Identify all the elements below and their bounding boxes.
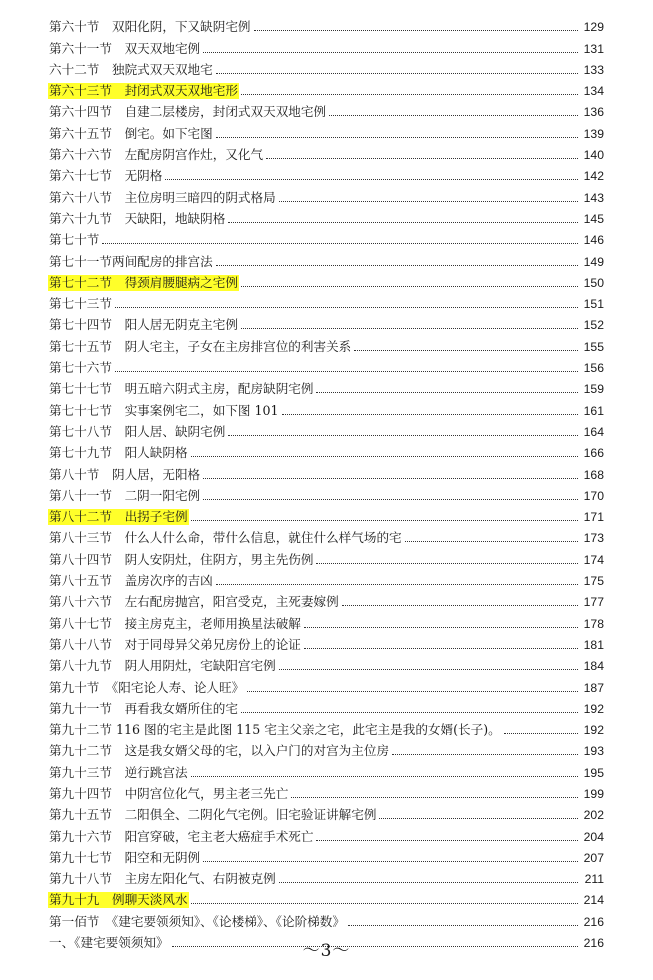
toc-entry[interactable] bbox=[48, 440, 604, 461]
toc-entry-title: 第八十节 阴人居，无阳格 bbox=[49, 466, 201, 482]
toc-entry[interactable] bbox=[48, 397, 604, 418]
toc-entry[interactable] bbox=[48, 653, 604, 674]
toc-entry-page-number: 136 bbox=[583, 105, 604, 120]
toc-entry-title: 第八十三节 什么人什么命，带什么信息，就住什么样气场的宅 bbox=[49, 530, 402, 546]
toc-entry-title: 第九十七节 阳空和无阴例 bbox=[49, 849, 201, 865]
toc-entry-page-number: 159 bbox=[583, 382, 604, 397]
toc-entry-title: 第六十四节 自建二层楼房，封闭式双天双地宅例 bbox=[49, 104, 327, 120]
dot-leader bbox=[228, 435, 578, 436]
toc-entry-page-number: 139 bbox=[583, 126, 604, 141]
toc-entry-page-number: 177 bbox=[583, 595, 604, 610]
toc-entry-title-highlighted: 第九十九 例聊天淡风水 bbox=[49, 892, 188, 908]
dot-leader bbox=[203, 499, 578, 500]
dot-leader bbox=[329, 115, 578, 116]
toc-entry-page-number: 192 bbox=[583, 701, 604, 716]
toc-entry-page-number: 146 bbox=[583, 233, 604, 248]
toc-entry-title: 第七十四节 阳人居无阴克主宅例 bbox=[49, 317, 238, 333]
toc-entry-page-number: 192 bbox=[583, 723, 604, 738]
dot-leader bbox=[216, 584, 578, 585]
toc-entry[interactable] bbox=[48, 483, 604, 504]
toc-entry-title: 第七十节 bbox=[49, 232, 100, 248]
toc-entry-title-highlighted: 第七十二节 得颈肩腰腿病之宅例 bbox=[49, 274, 238, 290]
toc-entry-page-number: 142 bbox=[583, 169, 604, 184]
dot-leader bbox=[279, 201, 578, 202]
toc-entry-title: 一、《建宅要领须知》 bbox=[49, 935, 169, 951]
toc-entry[interactable] bbox=[48, 845, 604, 866]
toc-entry-title: 第九十四节 中阴宫位化气，男主老三先亡 bbox=[49, 785, 289, 801]
toc-entry[interactable] bbox=[48, 14, 604, 35]
dot-leader bbox=[191, 456, 578, 457]
toc-entry[interactable] bbox=[48, 504, 604, 525]
dot-leader bbox=[392, 754, 578, 755]
toc-entry-page-number: 155 bbox=[583, 339, 604, 354]
dot-leader bbox=[247, 691, 578, 692]
dot-leader bbox=[203, 478, 578, 479]
toc-entry-title: 第八十五节 盖房次序的吉凶 bbox=[49, 573, 213, 589]
toc-entry[interactable] bbox=[48, 696, 604, 717]
toc-entry[interactable] bbox=[48, 781, 604, 802]
toc-entry-page-number: 152 bbox=[583, 318, 604, 333]
dot-leader bbox=[379, 818, 578, 819]
dot-leader bbox=[354, 350, 578, 351]
toc-entry-title: 第七十三节 bbox=[49, 296, 112, 312]
dot-leader bbox=[316, 563, 578, 564]
toc-entry[interactable] bbox=[48, 908, 604, 929]
toc-entry[interactable] bbox=[48, 78, 604, 99]
toc-entry[interactable] bbox=[48, 142, 604, 163]
dot-leader bbox=[216, 265, 578, 266]
toc-entry-page-number: 156 bbox=[583, 361, 604, 376]
toc-entry-title: 第七十七节 实事案例宅二，如下图 101 bbox=[49, 402, 279, 418]
toc-entry-page-number: 204 bbox=[583, 829, 604, 844]
toc-entry[interactable] bbox=[48, 227, 604, 248]
toc-entry-page-number: 131 bbox=[583, 41, 604, 56]
toc-entry-page-number: 161 bbox=[583, 403, 604, 418]
toc-entry-page-number: 184 bbox=[583, 659, 604, 674]
toc-entry[interactable] bbox=[48, 355, 604, 376]
toc-entry-page-number: 174 bbox=[583, 552, 604, 567]
dot-leader bbox=[304, 627, 578, 628]
dot-leader bbox=[348, 925, 578, 926]
toc-entry[interactable] bbox=[48, 568, 604, 589]
dot-leader bbox=[241, 286, 578, 287]
toc-entry[interactable] bbox=[48, 35, 604, 56]
toc-entry-title: 第九十节 《阳宅论人寿、论人旺》 bbox=[49, 679, 245, 695]
dot-leader bbox=[405, 541, 578, 542]
dot-leader bbox=[316, 840, 578, 841]
toc-entry-page-number: 216 bbox=[583, 914, 604, 929]
toc-entry-title: 第八十八节 对于同母异父弟兄房份上的论证 bbox=[49, 636, 301, 652]
dot-leader bbox=[115, 371, 578, 372]
table-of-contents bbox=[48, 14, 604, 951]
toc-entry-title: 第七十五节 阴人宅主，子女在主房排宫位的利害关系 bbox=[49, 338, 352, 354]
toc-entry-page-number: 178 bbox=[583, 616, 604, 631]
toc-entry-title: 第九十一节 再看我女婿所住的宅 bbox=[49, 700, 238, 716]
dot-leader bbox=[165, 179, 578, 180]
toc-entry-title: 第七十一节两间配房的排宫法 bbox=[49, 253, 213, 269]
toc-entry[interactable] bbox=[48, 759, 604, 780]
toc-entry-title: 第八十九节 阴人用阴灶，宅缺阳宫宅例 bbox=[49, 658, 276, 674]
toc-entry-page-number: 207 bbox=[583, 850, 604, 865]
dot-leader bbox=[266, 158, 578, 159]
dot-leader bbox=[216, 73, 578, 74]
dot-leader bbox=[115, 307, 578, 308]
dot-leader bbox=[342, 605, 578, 606]
dot-leader bbox=[228, 222, 578, 223]
toc-entry-page-number: 181 bbox=[583, 637, 604, 652]
toc-entry[interactable] bbox=[48, 546, 604, 567]
toc-entry[interactable] bbox=[48, 206, 604, 227]
dot-leader bbox=[191, 903, 578, 904]
toc-entry-title: 第七十七节 明五暗六阴式主房，配房缺阴宅例 bbox=[49, 381, 314, 397]
dot-leader bbox=[203, 861, 578, 862]
dot-leader bbox=[191, 520, 578, 521]
toc-entry-page-number: 164 bbox=[583, 424, 604, 439]
toc-entry-title: 第九十五节 二阳俱全、二阴化气宅例。旧宅验证讲解宅例 bbox=[49, 807, 377, 823]
toc-entry-title: 第八十一节 二阴一阳宅例 bbox=[49, 487, 201, 503]
dot-leader bbox=[102, 243, 578, 244]
toc-entry[interactable] bbox=[48, 270, 604, 291]
dot-leader bbox=[191, 776, 578, 777]
toc-entry[interactable] bbox=[48, 120, 604, 141]
toc-entry[interactable] bbox=[48, 248, 604, 269]
toc-entry-title: 第一佰节 《建宅要领须知》、《论楼梯》、《论阶梯数》 bbox=[49, 913, 345, 929]
toc-entry[interactable] bbox=[48, 674, 604, 695]
toc-entry-title: 第七十八节 阳人居、缺阴宅例 bbox=[49, 423, 226, 439]
toc-entry[interactable] bbox=[48, 632, 604, 653]
toc-entry[interactable] bbox=[48, 589, 604, 610]
dot-leader bbox=[203, 52, 578, 53]
toc-entry[interactable] bbox=[48, 823, 604, 844]
toc-entry-title-highlighted: 第六十三节 封闭式双天双地宅形 bbox=[49, 83, 238, 99]
toc-entry[interactable] bbox=[48, 717, 604, 738]
toc-entry[interactable] bbox=[48, 291, 604, 312]
toc-entry[interactable] bbox=[48, 57, 604, 78]
toc-entry-page-number: 199 bbox=[583, 786, 604, 801]
toc-entry-page-number: 211 bbox=[584, 872, 604, 887]
toc-entry-title: 六十二节 独院式双天双地宅 bbox=[49, 61, 213, 77]
toc-entry-page-number: 140 bbox=[583, 148, 604, 163]
toc-entry[interactable] bbox=[48, 610, 604, 631]
toc-entry-title: 第六十一节 双天双地宅例 bbox=[49, 40, 201, 56]
toc-entry-page-number: 133 bbox=[583, 62, 604, 77]
toc-entry-title: 第九十三节 逆行跳宫法 bbox=[49, 764, 188, 780]
toc-entry-title: 第七十六节 bbox=[49, 360, 112, 376]
toc-entry-page-number: 166 bbox=[583, 446, 604, 461]
toc-entry[interactable] bbox=[48, 887, 604, 908]
toc-entry[interactable] bbox=[48, 525, 604, 546]
toc-entry-page-number: 129 bbox=[583, 20, 604, 35]
toc-entry[interactable] bbox=[48, 312, 604, 333]
toc-entry-title: 第八十四节 阴人安阴灶，住阴方，男主先伤例 bbox=[49, 551, 314, 567]
toc-entry-page-number: 173 bbox=[583, 531, 604, 546]
toc-entry-title: 第九十二节 这是我女婿父母的宅，以入户门的对宫为主位房 bbox=[49, 743, 390, 759]
page-number: ～3～ bbox=[302, 941, 351, 961]
toc-entry-page-number: 143 bbox=[583, 190, 604, 205]
dot-leader bbox=[241, 94, 578, 95]
toc-entry-page-number: 216 bbox=[583, 936, 604, 951]
toc-entry-title: 第六十六节 左配房阴宫作灶，又化气 bbox=[49, 147, 264, 163]
dot-leader bbox=[279, 882, 578, 883]
toc-entry-page-number: 202 bbox=[583, 808, 604, 823]
toc-entry[interactable] bbox=[48, 866, 604, 887]
dot-leader bbox=[279, 669, 578, 670]
toc-entry-page-number: 149 bbox=[583, 254, 604, 269]
dot-leader bbox=[216, 137, 578, 138]
dot-leader bbox=[304, 648, 578, 649]
toc-entry-title: 第六十节 双阳化阴，下又缺阴宅例 bbox=[49, 19, 251, 35]
toc-entry[interactable] bbox=[48, 163, 604, 184]
toc-entry-page-number: 175 bbox=[583, 574, 604, 589]
dot-leader bbox=[316, 392, 578, 393]
toc-entry-page-number: 214 bbox=[583, 893, 604, 908]
toc-entry-page-number: 193 bbox=[583, 744, 604, 759]
toc-entry-title: 第九十六节 阳宫穿破，宅主老大癌症手术死亡 bbox=[49, 828, 314, 844]
toc-entry[interactable] bbox=[48, 461, 604, 482]
toc-entry-title: 第六十五节 倒宅。如下宅图 bbox=[49, 125, 213, 141]
toc-entry[interactable] bbox=[48, 376, 604, 397]
toc-entry-title: 第七十九节 阳人缺阴格 bbox=[49, 445, 188, 461]
toc-entry-title-highlighted: 第八十二节 出拐子宅例 bbox=[49, 509, 188, 525]
dot-leader bbox=[241, 712, 578, 713]
toc-entry-page-number: 170 bbox=[583, 488, 604, 503]
dot-leader bbox=[254, 30, 579, 31]
toc-entry-title: 第六十九节 天缺阳，地缺阴格 bbox=[49, 210, 226, 226]
toc-entry-title: 第六十七节 无阴格 bbox=[49, 168, 163, 184]
dot-leader bbox=[282, 414, 578, 415]
toc-entry-title: 第九十二节 116 图的宅主是此图 115 宅主父亲之宅，此宅主是我的女婿(长子)。 bbox=[49, 722, 501, 738]
toc-entry-title: 第六十八节 主位房明三暗四的阴式格局 bbox=[49, 189, 276, 205]
toc-entry-page-number: 145 bbox=[583, 211, 604, 226]
toc-entry[interactable] bbox=[48, 333, 604, 354]
dot-leader bbox=[504, 733, 578, 734]
toc-entry-page-number: 168 bbox=[583, 467, 604, 482]
toc-entry[interactable] bbox=[48, 738, 604, 759]
dot-leader bbox=[291, 797, 578, 798]
toc-entry[interactable] bbox=[48, 802, 604, 823]
toc-entry-page-number: 171 bbox=[583, 510, 604, 525]
toc-entry-title: 第八十七节 接主房克主，老师用换星法破解 bbox=[49, 615, 301, 631]
toc-entry-page-number: 151 bbox=[583, 297, 604, 312]
toc-entry-page-number: 187 bbox=[583, 680, 604, 695]
toc-entry-page-number: 134 bbox=[583, 84, 604, 99]
dot-leader bbox=[241, 328, 578, 329]
toc-entry-page-number: 150 bbox=[583, 275, 604, 290]
toc-entry[interactable] bbox=[48, 99, 604, 120]
toc-entry[interactable] bbox=[48, 184, 604, 205]
toc-entry[interactable] bbox=[48, 419, 604, 440]
toc-entry-page-number: 195 bbox=[583, 765, 604, 780]
toc-entry-title: 第八十六节 左右配房抛宫，阳宫受克，主死妻嫁例 bbox=[49, 594, 339, 610]
toc-entry-title: 第九十八节 主房左阳化气、右阴被克例 bbox=[49, 871, 276, 887]
